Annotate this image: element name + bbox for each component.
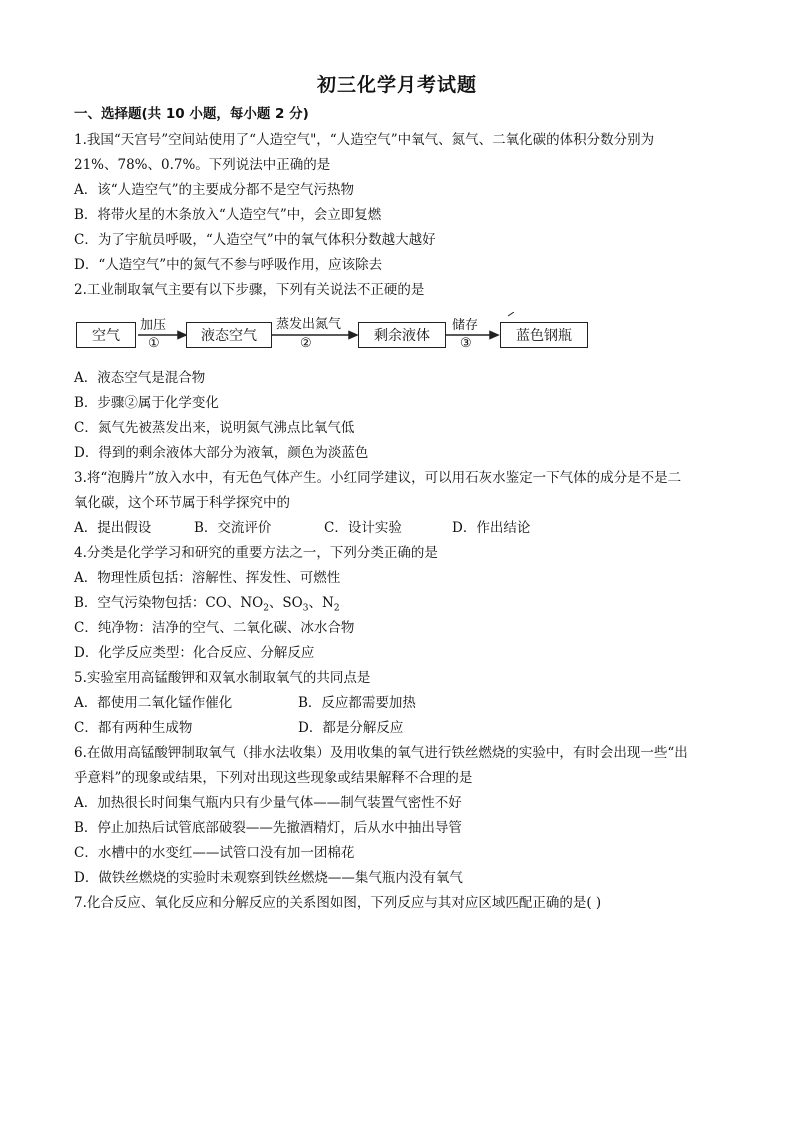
q3-option-c: C．设计实验	[324, 520, 402, 536]
flow-step-3: ③	[460, 336, 472, 351]
q7-stem: 7.化合反应、氧化反应和分解反应的关系图如图，下列反应与其对应区域匹配正确的是( )	[74, 895, 602, 911]
q1-option-c: C．为了宇航员呼吸，“人造空气”中的氧气体积分数越大越好	[74, 232, 436, 248]
flow-box-air: 空气	[76, 322, 136, 348]
q6-option-b: B．停止加热后试管底部破裂——先撤酒精灯，后从水中抽出导管	[74, 820, 462, 836]
q3-stem-line1: 3.将“泡腾片”放入水中，有无色气体产生。小红同学建议，可以用石灰水鉴定一下气体的成分是不是二	[74, 470, 682, 486]
q3-option-d: D．作出结论	[452, 520, 531, 536]
q6-stem-line2: 乎意料”的现象或结果，下列对出现这些现象或结果解释不合理的是	[74, 770, 473, 786]
q4-b-sub1: 2	[263, 603, 269, 614]
q2-option-d: D．得到的剩余液体大部分为液氧，颜色为淡蓝色	[74, 445, 369, 461]
q4-b-text3: 、N	[308, 595, 334, 611]
q3-options	[74, 518, 530, 538]
q4-option-d: D．化学反应类型：化合反应、分解反应	[74, 645, 315, 661]
q5-option-a: A．都使用二氧化锰作催化	[74, 695, 233, 711]
q5-option-b: B．反应都需要加热	[298, 695, 416, 711]
q4-b-text1: B．空气污染物包括：CO、NO	[74, 595, 264, 611]
flow-label-store: 储存	[452, 318, 479, 333]
q4-option-a: A．物理性质包括：溶解性、挥发性、可燃性	[74, 570, 341, 586]
q1-stem-line1: 1.我国“天宫号”空间站使用了“人造空气"，“人造空气”中氧气、氮气、二氧化碳的体积分数分别为	[74, 132, 655, 148]
process-flow-diagram	[74, 312, 594, 358]
q1-option-d: D．“人造空气”中的氮气不参与呼吸作用，应该除去	[74, 257, 383, 273]
q1-option-a: A．该“人造空气”的主要成分都不是空气污热物	[74, 182, 355, 198]
q2-option-b: B．步骤②属于化学变化	[74, 395, 219, 411]
q3-option-a: A．提出假设	[74, 520, 152, 536]
q4-b-sub2: 3	[302, 603, 309, 614]
q4-option-c: C．纯净物：洁净的空气、二氧化碳、冰水合物	[74, 620, 355, 636]
q3-stem-line2: 氧化碳，这个环节属于科学探究中的	[74, 495, 290, 511]
q1-stem-line2: 21%、78%、0.7%。下列说法中正确的是	[74, 157, 331, 173]
q3-option-b: B．交流评价	[194, 520, 272, 536]
q2-option-a: A．液态空气是混合物	[74, 370, 206, 386]
q6-option-d: D．做铁丝燃烧的实验时未观察到铁丝燃烧——集气瓶内没有氧气	[74, 870, 463, 886]
page-title: 初三化学月考试题	[316, 74, 477, 96]
q5-option-d: D．都是分解反应	[298, 720, 404, 736]
q5-option-c: C．都有两种生成物	[74, 720, 193, 736]
q6-stem-line1: 6.在做用高锰酸钾制取氧气（排水法收集）及用收集的氧气进行铁丝燃烧的实验中，有时会出现一些“出	[74, 745, 688, 761]
flow-label-evaporate: 蒸发出氮气	[276, 317, 342, 332]
flow-label-pressurize: 加压	[140, 318, 167, 333]
q2-stem: 2.工业制取氧气主要有以下步骤，下列有关说法不正硬的是	[74, 282, 425, 298]
q5-options-row1	[74, 693, 416, 713]
q6-option-c: C．水槽中的水变红——试管口没有加一团棉花	[74, 845, 355, 861]
q4-option-b	[74, 593, 340, 619]
section-heading: 一、选择题(共 10 小题，每小题 2 分)	[74, 106, 309, 122]
q1-option-b: B．将带火星的木条放入“人造空气”中，会立即复燃	[74, 207, 382, 223]
q5-stem: 5.实验室用高锰酸钾和双氧水制取氧气的共同点是	[74, 670, 371, 686]
q4-b-sub3: 2	[333, 603, 340, 614]
q4-b-text2: 、SO	[268, 595, 303, 611]
q2-option-c: C．氮气先被蒸发出来，说明氮气沸点比氧气低	[74, 420, 355, 436]
q4-stem: 4.分类是化学学习和研究的重要方法之一，下列分类正确的是	[74, 545, 438, 561]
q6-option-a: A．加热很长时间集气瓶内只有少量气体——制气装置气密性不好	[74, 795, 462, 811]
flow-step-2: ②	[300, 336, 312, 351]
flow-box-liquid-air: 液态空气	[186, 322, 272, 348]
flow-box-remaining-liquid: 剩余液体	[358, 322, 446, 348]
flow-box-blue-cylinder: 蓝色钢瓶	[500, 322, 588, 348]
q5-options-row2	[74, 718, 403, 738]
flow-step-1: ①	[148, 336, 160, 351]
